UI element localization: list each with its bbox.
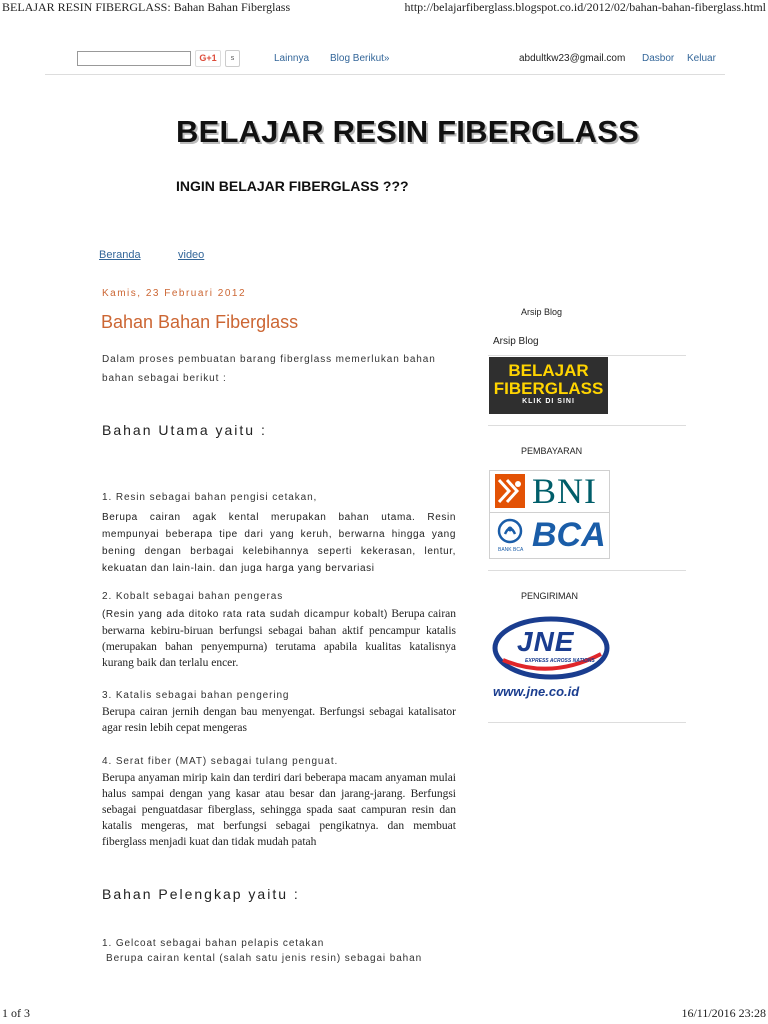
sidebar-archive-heading[interactable]: Arsip Blog <box>493 336 539 347</box>
item4-body: Berupa anyaman mirip kain dan terdiri dari beberapa macam anyaman mulai halus sampai dengan yang kasar atau besar dan jarang-jarang. Berfungsi sebagai penguatdasar fiberglass, sehingga spada saat campuran resin dan katalis mengeras, mat berfungsi sebagai pengikatnya. dan membuat fiberglass menjadi kuat dan tidak mudah patah <box>102 772 456 848</box>
sidebar-divider <box>488 570 686 571</box>
banner-line3: KLIK DI SINI <box>522 398 575 405</box>
navbar-search-input[interactable] <box>77 51 191 66</box>
bca-subtext: BANK BCA <box>498 547 524 553</box>
item4-title: 4. Serat fiber (MAT) sebagai tulang penguat. <box>102 756 339 767</box>
next-blog-link[interactable]: Blog Berikut» <box>330 53 390 64</box>
sidebar-divider <box>488 355 686 356</box>
sidebar-divider <box>488 425 686 426</box>
bca-logo <box>489 512 610 559</box>
post-date: Kamis, 23 Februari 2012 <box>102 288 247 299</box>
jne-text: JNE <box>517 626 575 657</box>
tab-video[interactable]: video <box>178 249 205 261</box>
print-header <box>0 0 768 16</box>
blog-description: INGIN BELAJAR FIBERGLASS ??? <box>176 178 409 194</box>
share-button[interactable]: s <box>225 50 240 67</box>
payment-label: PEMBAYARAN <box>521 446 583 456</box>
user-email: abdultkw23@gmail.com <box>519 53 626 64</box>
bni-logo <box>489 470 610 513</box>
item2-body <box>102 606 456 671</box>
heading-bahan-utama: Bahan Utama yaitu : <box>102 422 267 438</box>
post-title[interactable]: Bahan Bahan Fiberglass <box>101 312 299 332</box>
bca-text: BCA <box>532 516 606 554</box>
belajar-fiberglass-banner[interactable] <box>489 357 608 414</box>
item2-title: 2. Kobalt sebagai bahan pengeras <box>102 591 284 602</box>
bni-emblem-icon <box>495 474 525 508</box>
complement1-title: 1. Gelcoat sebagai bahan pelapis cetakan <box>102 938 325 949</box>
jne-logo <box>489 614 613 702</box>
shipping-label: PENGIRIMAN <box>521 591 579 601</box>
item3-body: Berupa cairan jernih dengan bau menyengat. Berfungsi sebagai katalisator agar resin lebih cepat mengeras <box>102 706 456 734</box>
print-timestamp: 16/11/2016 23:28 <box>681 1006 766 1020</box>
sidebar-archive-small: Arsip Blog <box>521 307 563 317</box>
bni-text: BNI <box>532 471 597 511</box>
print-header-title: BELAJAR RESIN FIBERGLASS: Bahan Bahan Fiberglass <box>2 0 291 14</box>
blogger-navbar <box>45 48 725 75</box>
sidebar-divider <box>488 722 686 723</box>
banner-line2: FIBERGLASS <box>493 379 604 398</box>
google-plus-button[interactable]: G+1 <box>195 50 221 67</box>
signout-link[interactable]: Keluar <box>687 53 716 64</box>
print-footer <box>0 1006 768 1022</box>
more-link[interactable]: Lainnya <box>274 53 310 64</box>
item2-body-text: Berupa cairan berwarna kebiru-biruan berfungsi sebagai bahan aktif pencampur katalis (merupakan bahan penyempurna) terutama apabila kualitas katalisnya kurang baik dan terlalu encer. <box>102 608 457 669</box>
banner-line1: BELAJAR <box>508 361 589 380</box>
item2-note: (Resin yang ada ditoko rata rata sudah dicampur kobalt) <box>102 609 388 620</box>
post-intro-line1: Dalam proses pembuatan barang fiberglass memerlukan bahan <box>102 354 436 365</box>
blog-title[interactable]: BELAJAR RESIN FIBERGLASS <box>176 114 639 149</box>
heading-bahan-pelengkap: Bahan Pelengkap yaitu : <box>102 886 300 902</box>
jne-tagline: EXPRESS ACROSS NATIONS <box>525 658 595 664</box>
post-intro-line2: bahan sebagai berikut : <box>102 373 227 384</box>
dashboard-link[interactable]: Dasbor <box>642 53 675 64</box>
jne-url[interactable]: www.jne.co.id <box>493 684 580 699</box>
item1-body-text: Berupa cairan agak kental merupakan bahan utama. Resin mempunyai beberapa tipe dari yang keruh, berwarna hingga yang bening dengan berbagai kelebihannya seperti kekerasan, lentur, kekuatan dan lain-lain. dan juga harga yang bervariasi <box>102 512 456 574</box>
item3-title: 3. Katalis sebagai bahan pengering <box>102 690 290 701</box>
item1-body <box>102 509 456 577</box>
print-page-number: 1 of 3 <box>2 1006 30 1020</box>
item1-title: 1. Resin sebagai bahan pengisi cetakan, <box>102 492 318 503</box>
print-header-url[interactable]: http://belajarfiberglass.blogspot.co.id/2012/02/bahan-bahan-fiberglass.html <box>404 0 766 14</box>
complement1-body: Berupa cairan kental (salah satu jenis resin) sebagai bahan <box>106 953 423 964</box>
tab-beranda[interactable]: Beranda <box>99 249 141 261</box>
